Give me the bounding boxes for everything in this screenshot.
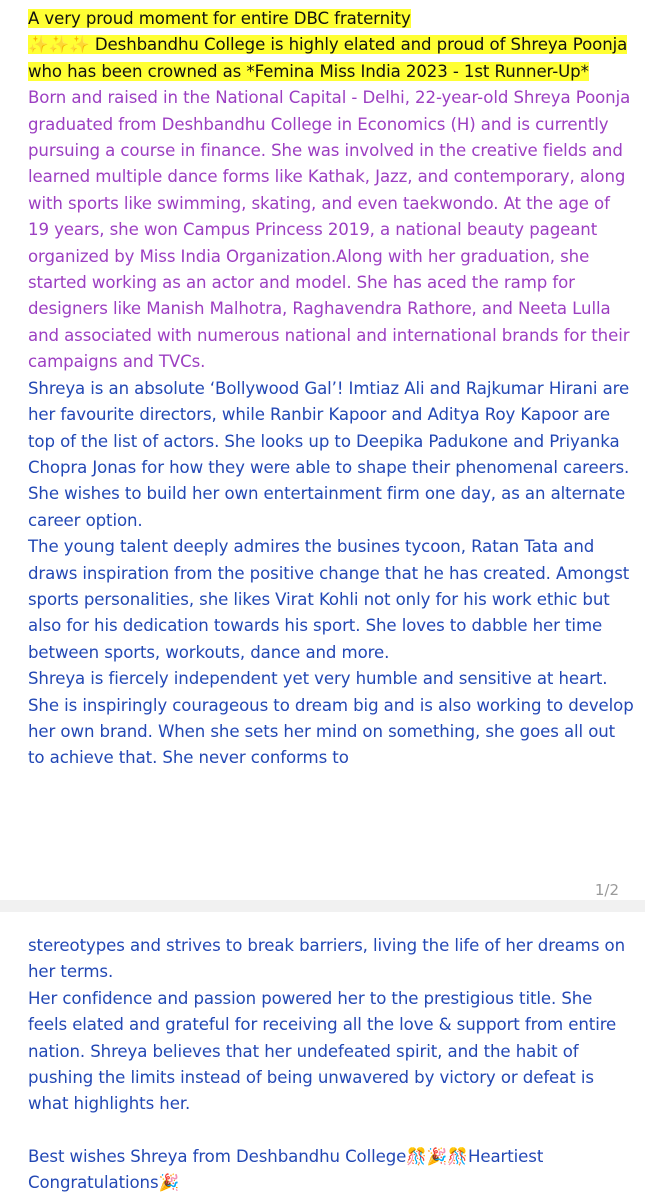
announcement-text xyxy=(28,32,635,85)
confidence-paragraph: Her confidence and passion powered her to the prestigious title. She feels elated and grateful for receiving all the love & support from entire nation. Shreya believes that her undefeated spirit, and the habit of pushing the limits instead of being unwavered by victory or defeat is what highlights her. xyxy=(28,988,617,1114)
continued-paragraph: stereotypes and strives to break barriers, living the life of her dreams on her terms. xyxy=(28,936,626,982)
headline-text xyxy=(28,6,635,32)
headline-highlight: A very proud moment for entire DBC fraternity xyxy=(28,9,411,28)
page-indicator: 1/2 xyxy=(594,881,619,899)
bio-paragraph: Born and raised in the National Capital - Delhi, 22-year-old Shreya Poonja graduated from Deshbandhu College in Economics (H) and is currently pursuing a course in finance. She was involved in the creative fields and learned multiple dance forms like Kathak, Jazz, and contemporary, along with sports like swimming, skating, and even taekwondo. At the age of 19 years, she won Campus Princess 2019, a national beauty pageant organized by Miss India Organization.Along with her graduation, she started working as an actor and model. She has aced the ramp for designers like Manish Malhotra, Raghavendra Rathore, and Neeta Lulla and associated with numerous national and international brands for their campaigns and TVCs. xyxy=(28,88,631,372)
blank-line xyxy=(28,1118,635,1144)
document-page-2 xyxy=(0,912,645,1200)
inspiration-paragraph: The young talent deeply admires the busines tycoon, Ratan Tata and draws inspiration from the positive change that he has created. Amongst sports personalities, she likes Virat Kohli not only for his work ethic but also for his dedication towards his sport. She loves to dabble her time between sports, workouts, dance and more. xyxy=(28,537,630,662)
page-separator xyxy=(0,900,645,912)
announcement-highlight: ✨✨✨ Deshbandhu College is highly elated and proud of Shreya Poonja who has been crowned as *Femina Miss India 2023 - 1st Runner-Up* xyxy=(28,35,628,81)
bollywood-paragraph: Shreya is an absolute ‘Bollywood Gal’! Imtiaz Ali and Rajkumar Hirani are her favourite directors, while Ranbir Kapoor and Aditya Roy Kapoor are top of the list of actors. She looks up to Deepika Padukone and Priyanka Chopra Jonas for how they were able to shape their phenomenal careers. She wishes to build her own entertainment firm one day, as an alternate career option. xyxy=(28,378,630,530)
wishes-paragraph: Best wishes Shreya from Deshbandhu College🎊🎉🎊Heartiest Congratulations🎉 xyxy=(28,1146,544,1193)
independent-paragraph: Shreya is fiercely independent yet very humble and sensitive at heart. She is inspiringly courageous to dream big and is also working to develop her own brand. When she sets her mind on something, she goes all out to achieve that. She never conforms to xyxy=(28,669,634,768)
